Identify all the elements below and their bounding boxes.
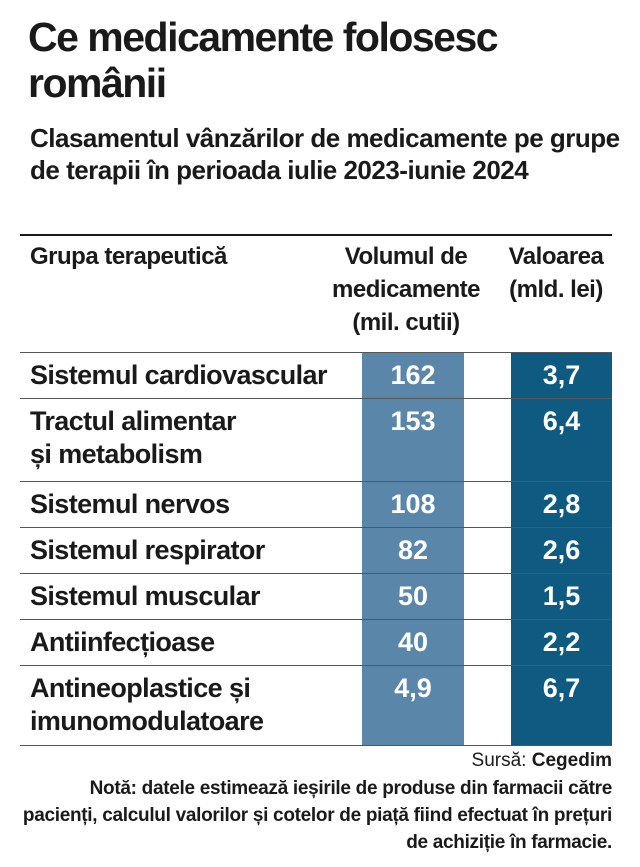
footnote: Notă: datele estimează ieșirile de produse din farmacii către pacienți, calculul valorilor și cotelor de piață fiind efectuat în prețuri de achiziție în farmacie. [22,778,612,853]
chart-subtitle: Clasamentul vânzărilor de medicamente pe grupe de terapii în perioada iulie 2023-iunie 2024 [30,123,620,185]
row-volume: 4,9 [394,673,432,703]
row-category: Sistemul nervos [30,489,230,519]
chart-title: Ce medicamente folosesc românii [28,14,498,106]
row-value: 2,6 [542,535,581,565]
row-divider [20,398,612,399]
row-volume: 50 [397,581,429,611]
column-header-value: Valoarea (mld. lei) [508,243,604,303]
row-volume: 153 [390,406,436,436]
row-divider [20,527,612,528]
row-category: Antiinfecțioase [30,627,215,657]
source-name: Cegedim [531,750,612,771]
row-volume: 108 [390,489,436,519]
row-volume: 40 [397,627,429,657]
column-header-volume: Volumul de medicamente (mil. cutii) [332,243,480,336]
row-category: Sistemul muscular [30,581,260,611]
column-header-category: Grupa terapeutică [30,243,227,270]
row-divider [20,619,612,620]
source-label: Sursă: [471,750,527,771]
row-value: 1,5 [542,581,581,611]
row-value: 2,8 [542,489,581,519]
row-volume: 162 [390,360,436,390]
row-category: Antineoplastice și imunomodulatoare [30,673,264,736]
source-line [472,748,612,774]
row-divider [20,665,612,666]
row-value: 2,2 [542,627,581,657]
row-volume: 82 [397,535,429,565]
row-value: 6,7 [542,673,581,703]
row-divider [20,481,612,482]
row-value: 3,7 [542,360,581,390]
header-rule [20,234,612,236]
row-category: Sistemul respirator [30,535,265,565]
row-category: Tractul alimentar și metabolism [30,406,236,469]
row-divider [20,573,612,574]
row-category: Sistemul cardiovascular [30,360,327,390]
row-divider [20,352,612,353]
row-divider [20,745,612,746]
row-value: 6,4 [542,406,581,436]
